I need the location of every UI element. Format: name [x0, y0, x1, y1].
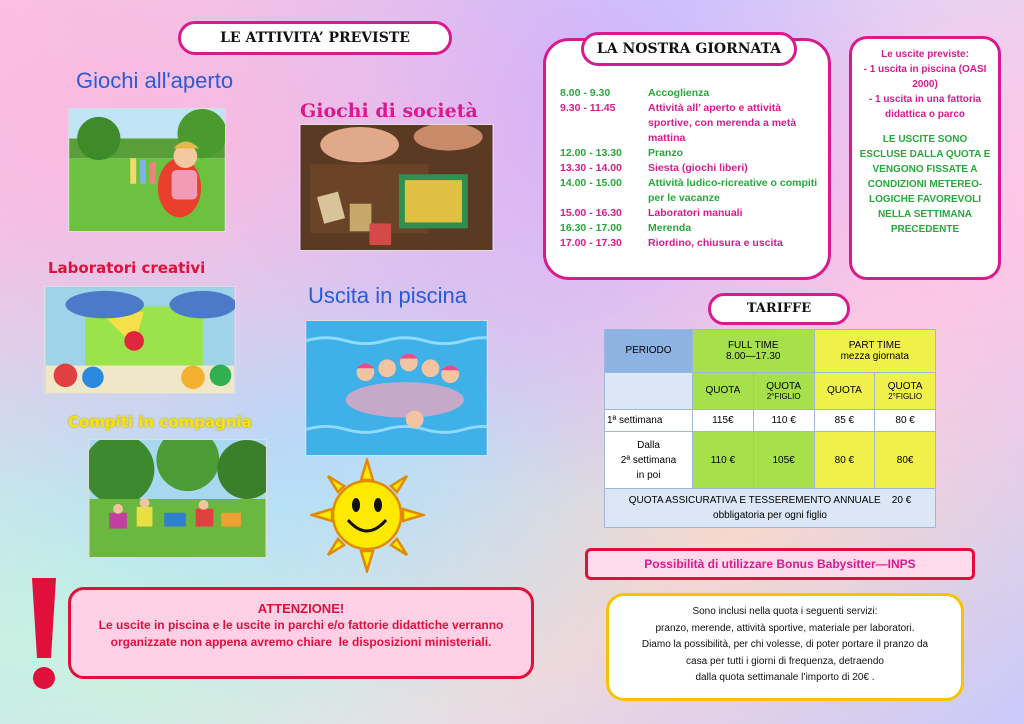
assicurativa-cell: QUOTA ASSICURATIVA E TESSEREMENTO ANNUALE 20 € obbligatoria per ogni figlio: [605, 489, 936, 528]
uscite-item-fattoria: - 1 uscita in una fattoria didattica o parco: [868, 94, 982, 120]
creative-lab-photo: [44, 286, 236, 394]
uscite-intro: Le uscite previste:: [881, 49, 969, 60]
schedule-row: 16.30 - 17.00 Merenda: [560, 222, 692, 234]
schedule-row: 14.00 - 15.00 Attività ludico-ricreative o compiti per le vacanze: [560, 177, 818, 204]
tariffe-title: TARIFFE: [708, 293, 850, 325]
board-games-photo: [299, 124, 494, 251]
quota-header: QUOTA: [693, 372, 754, 409]
attenzione-title: ATTENZIONE!: [257, 601, 345, 616]
quota-2figlio-header: QUOTA 2°FIGLIO: [753, 372, 814, 409]
schedule-row: 9.30 - 11.45 Attività all’ aperto e attività sportive, con merenda a metà mattina: [560, 102, 797, 144]
compiti-heading: Compiti in compagnia: [68, 413, 252, 431]
laboratori-heading: Laboratori creativi: [48, 259, 206, 277]
schedule-row: 17.00 - 17.30 Riordino, chiusura e uscita: [560, 237, 783, 249]
table-row: [605, 330, 936, 373]
giochi-societa-heading: Giochi di società: [300, 100, 478, 122]
uscite-note: LE USCITE SONO ESCLUSE DALLA QUOTA E VENGONO FISSATE A CONDIZIONI METEREO-LOGICHE FAVOREVOLI NELLA SETTIMANA PRECEDENTE: [859, 134, 991, 235]
homework-park-photo: [88, 439, 267, 558]
table-row: Dalla 2ª settimana in poi 110 € 105€ 80 € 80€: [605, 432, 936, 489]
giochi-aperto-heading: Giochi all'aperto: [76, 68, 234, 93]
schedule-title: LA NOSTRA GIORNATA: [581, 32, 797, 66]
table-row: [605, 372, 936, 409]
schedule-row: 12.00 - 13.30 Pranzo: [560, 147, 684, 159]
uscite-item-piscina: - 1 uscita in piscina (OASI 2000): [863, 64, 987, 90]
schedule-list: [560, 86, 824, 251]
schedule-row: 13.30 - 14.00 Siesta (giochi liberi): [560, 162, 748, 174]
row-label: 1ª settimana: [605, 409, 693, 431]
activities-title: LE ATTIVITA’ PREVISTE: [178, 21, 452, 55]
quota-2figlio-header-part: QUOTA 2°FIGLIO: [875, 372, 936, 409]
outdoor-games-photo: [68, 108, 226, 232]
row-label: Dalla 2ª settimana in poi: [605, 432, 693, 489]
uscite-box: [849, 36, 1001, 280]
attenzione-box: ATTENZIONE! Le uscite in piscina e le uscite in parchi e/o fattorie didattiche verranno organizzate non appena avremo chiare le disposizioni ministeriali.: [68, 587, 534, 679]
schedule-row: 15.00 - 16.30 Laboratori manuali: [560, 207, 743, 219]
table-row: [605, 489, 936, 528]
sun-icon: [310, 458, 425, 573]
full-time-header: FULL TIME 8.00—17.30: [693, 330, 815, 373]
part-time-header: PART TIME mezza giornata: [814, 330, 936, 373]
servizi-box: Sono inclusi nella quota i seguenti servizi: pranzo, merende, attività sportive, materiale per laboratori. Diamo la possibilità, per chi volesse, di poter portare il pranzo da casa per tutti i giorni di frequenza, detraendo dalla quota settimanale l’importo di 20€ .: [606, 593, 964, 701]
bonus-banner: Possibilità di utilizzare Bonus Babysitter—INPS: [585, 548, 975, 580]
table-row: 1ª settimana 115€ 110 € 85 € 80 €: [605, 409, 936, 431]
periodo-header: PERIODO: [605, 330, 693, 373]
quota-header-part: QUOTA: [814, 372, 875, 409]
pool-photo: [305, 320, 488, 456]
tariffe-table: [604, 329, 936, 528]
piscina-heading: Uscita in piscina: [308, 283, 467, 308]
exclamation-icon: [26, 574, 62, 694]
schedule-row: 8.00 - 9.30 Accoglienza: [560, 87, 710, 99]
